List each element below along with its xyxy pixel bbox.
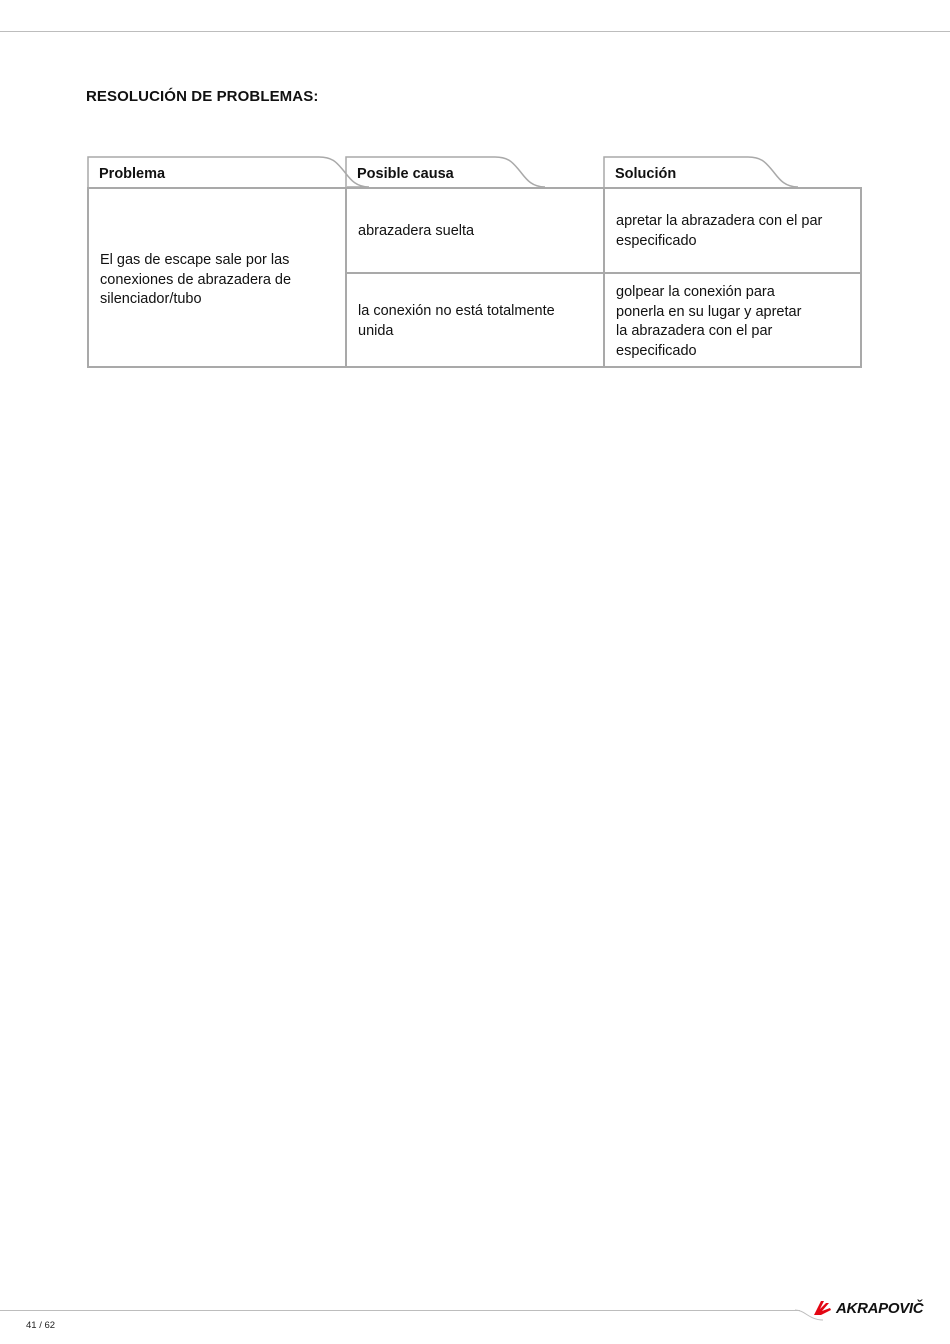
cause-cell-2 [358,302,555,341]
top-rule [0,31,950,32]
header-posible-causa: Posible causa [357,166,454,182]
cause-line: unida [358,322,394,339]
header-tab-solucion [603,156,863,190]
header-problema: Problema [99,166,166,182]
header-tab-problema [87,156,347,190]
solution-line: especificado [616,232,697,249]
solution-cell-2 [616,283,801,361]
solution-line: especificado [616,342,697,359]
problem-line: conexiones de abrazadera de [100,271,292,288]
problem-line: El gas de escape sale por las [100,252,290,268]
cause-line: abrazadera suelta [358,223,475,239]
solution-cell-1 [616,212,822,251]
solution-line: apretar la abrazadera con el par [616,213,823,229]
brand-logo [812,1297,923,1319]
brand-wordmark: AKRAPOVIČ [836,1299,924,1317]
header-tab-causa [345,156,605,190]
solution-line: ponerla en su lugar y apretar [616,303,802,320]
column-divider [603,189,605,366]
solution-line: la abrazadera con el par [616,323,773,339]
page-number: 41 / 62 [26,1320,56,1331]
troubleshooting-table [87,187,862,368]
solution-line: golpear la conexión para [616,284,775,300]
problem-cell [100,251,291,310]
column-divider [345,189,347,366]
cause-cell-1 [358,222,474,242]
page-title: RESOLUCIÓN DE PROBLEMAS: [86,88,319,105]
footer-rule [0,1310,800,1311]
cause-line: la conexión no está totalmente [358,303,555,319]
problem-line: silenciador/tubo [100,291,202,307]
row-divider [346,272,862,274]
scorpion-icon [812,1299,834,1317]
header-solucion: Solución [615,166,677,182]
